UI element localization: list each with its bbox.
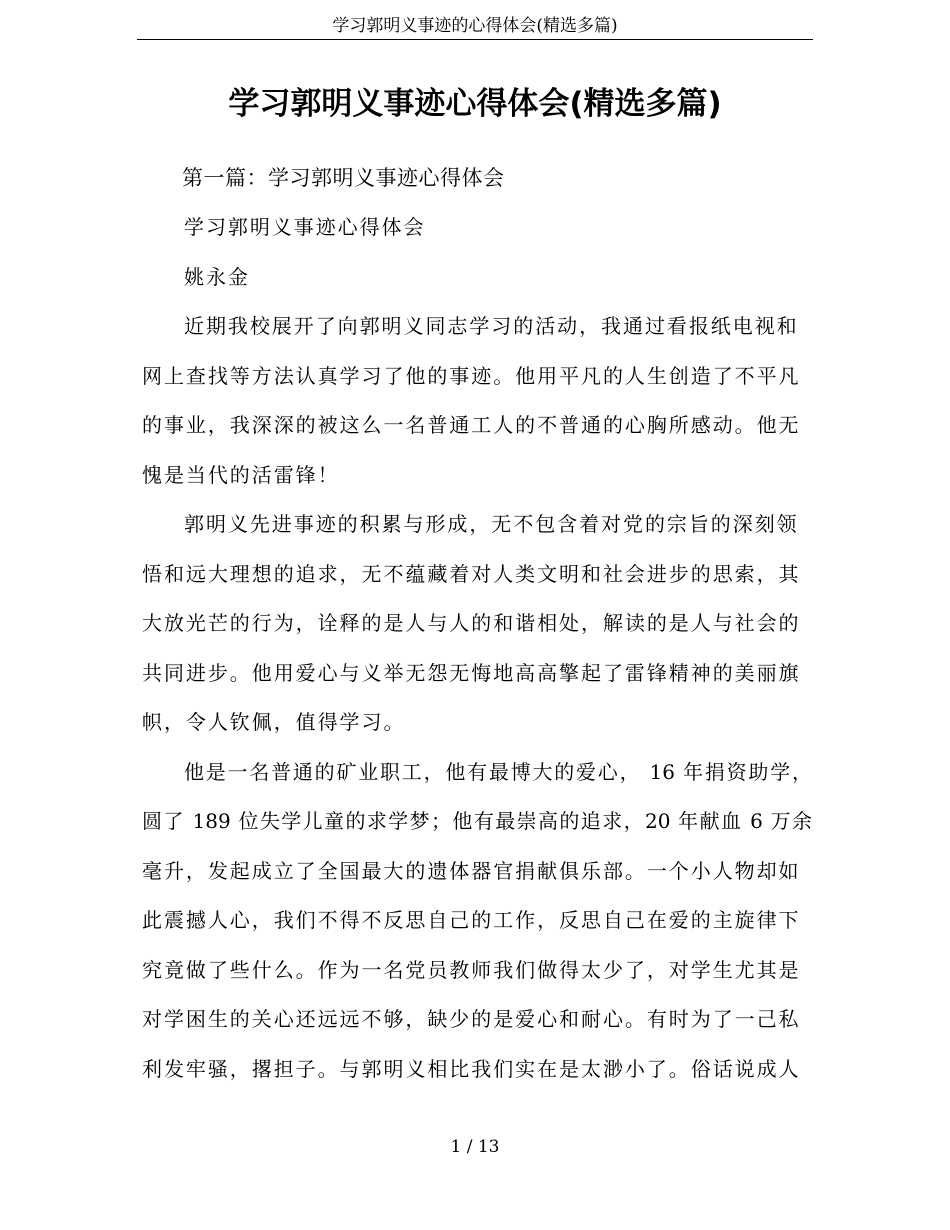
body-line: 大放光芒的行为，诠释的是人与人的和谐相处，解读的是人与社会的 [142,611,801,635]
body-line: 愧是当代的活雷锋！ [142,463,340,487]
body-line: 他是一名普通的矿业职工，他有最博大的爱心， 16 年捐资助学， [184,760,812,784]
running-header: 学习郭明义事迹的心得体会(精选多篇) [332,16,618,36]
document-title: 学习郭明义事迹心得体会(精选多篇) [228,86,722,122]
body-line: 姚永金 [184,265,250,289]
body-line: 利发牢骚，撂担子。与郭明义相比我们实在是太渺小了。俗话说成人 [142,1057,801,1081]
body-line: 毫升，发起成立了全国最大的遗体器官捐献俱乐部。一个小人物却如 [142,859,801,883]
body-line: 郭明义先进事迹的积累与形成，无不包含着对党的宗旨的深刻领 [184,512,799,536]
body-line: 悟和远大理想的追求，无不蕴藏着对人类文明和社会进步的思索，其 [142,562,801,586]
body-line: 对学困生的关心还远远不够，缺少的是爱心和耐心。有时为了一己私 [142,1007,801,1031]
body-line: 近期我校展开了向郭明义同志学习的活动，我通过看报纸电视和 [184,314,799,338]
body-line: 圆了 189 位失学儿童的求学梦；他有最崇高的追求，20 年献血 6 万余 [142,809,812,833]
body-line: 此震撼人心，我们不得不反思自己的工作，反思自己在爱的主旋律下 [142,908,801,932]
body-line: 网上查找等方法认真学习了他的事迹。他用平凡的人生创造了不平凡 [142,364,801,388]
body-line: 学习郭明义事迹心得体会 [184,215,426,239]
body-line: 究竟做了些什么。作为一名党员教师我们做得太少了，对学生尤其是 [142,958,801,982]
header-divider [137,39,813,40]
body-line: 帜，令人钦佩，值得学习。 [142,710,406,734]
page-number: 1 / 13 [450,1137,500,1157]
body-line: 的事业，我深深的被这么一名普通工人的不普通的心胸所感动。他无 [142,413,801,437]
body-line: 共同进步。他用爱心与义举无怨无悔地高高擎起了雷锋精神的美丽旗 [142,661,801,685]
section-heading: 第一篇：学习郭明义事迹心得体会 [182,166,505,190]
